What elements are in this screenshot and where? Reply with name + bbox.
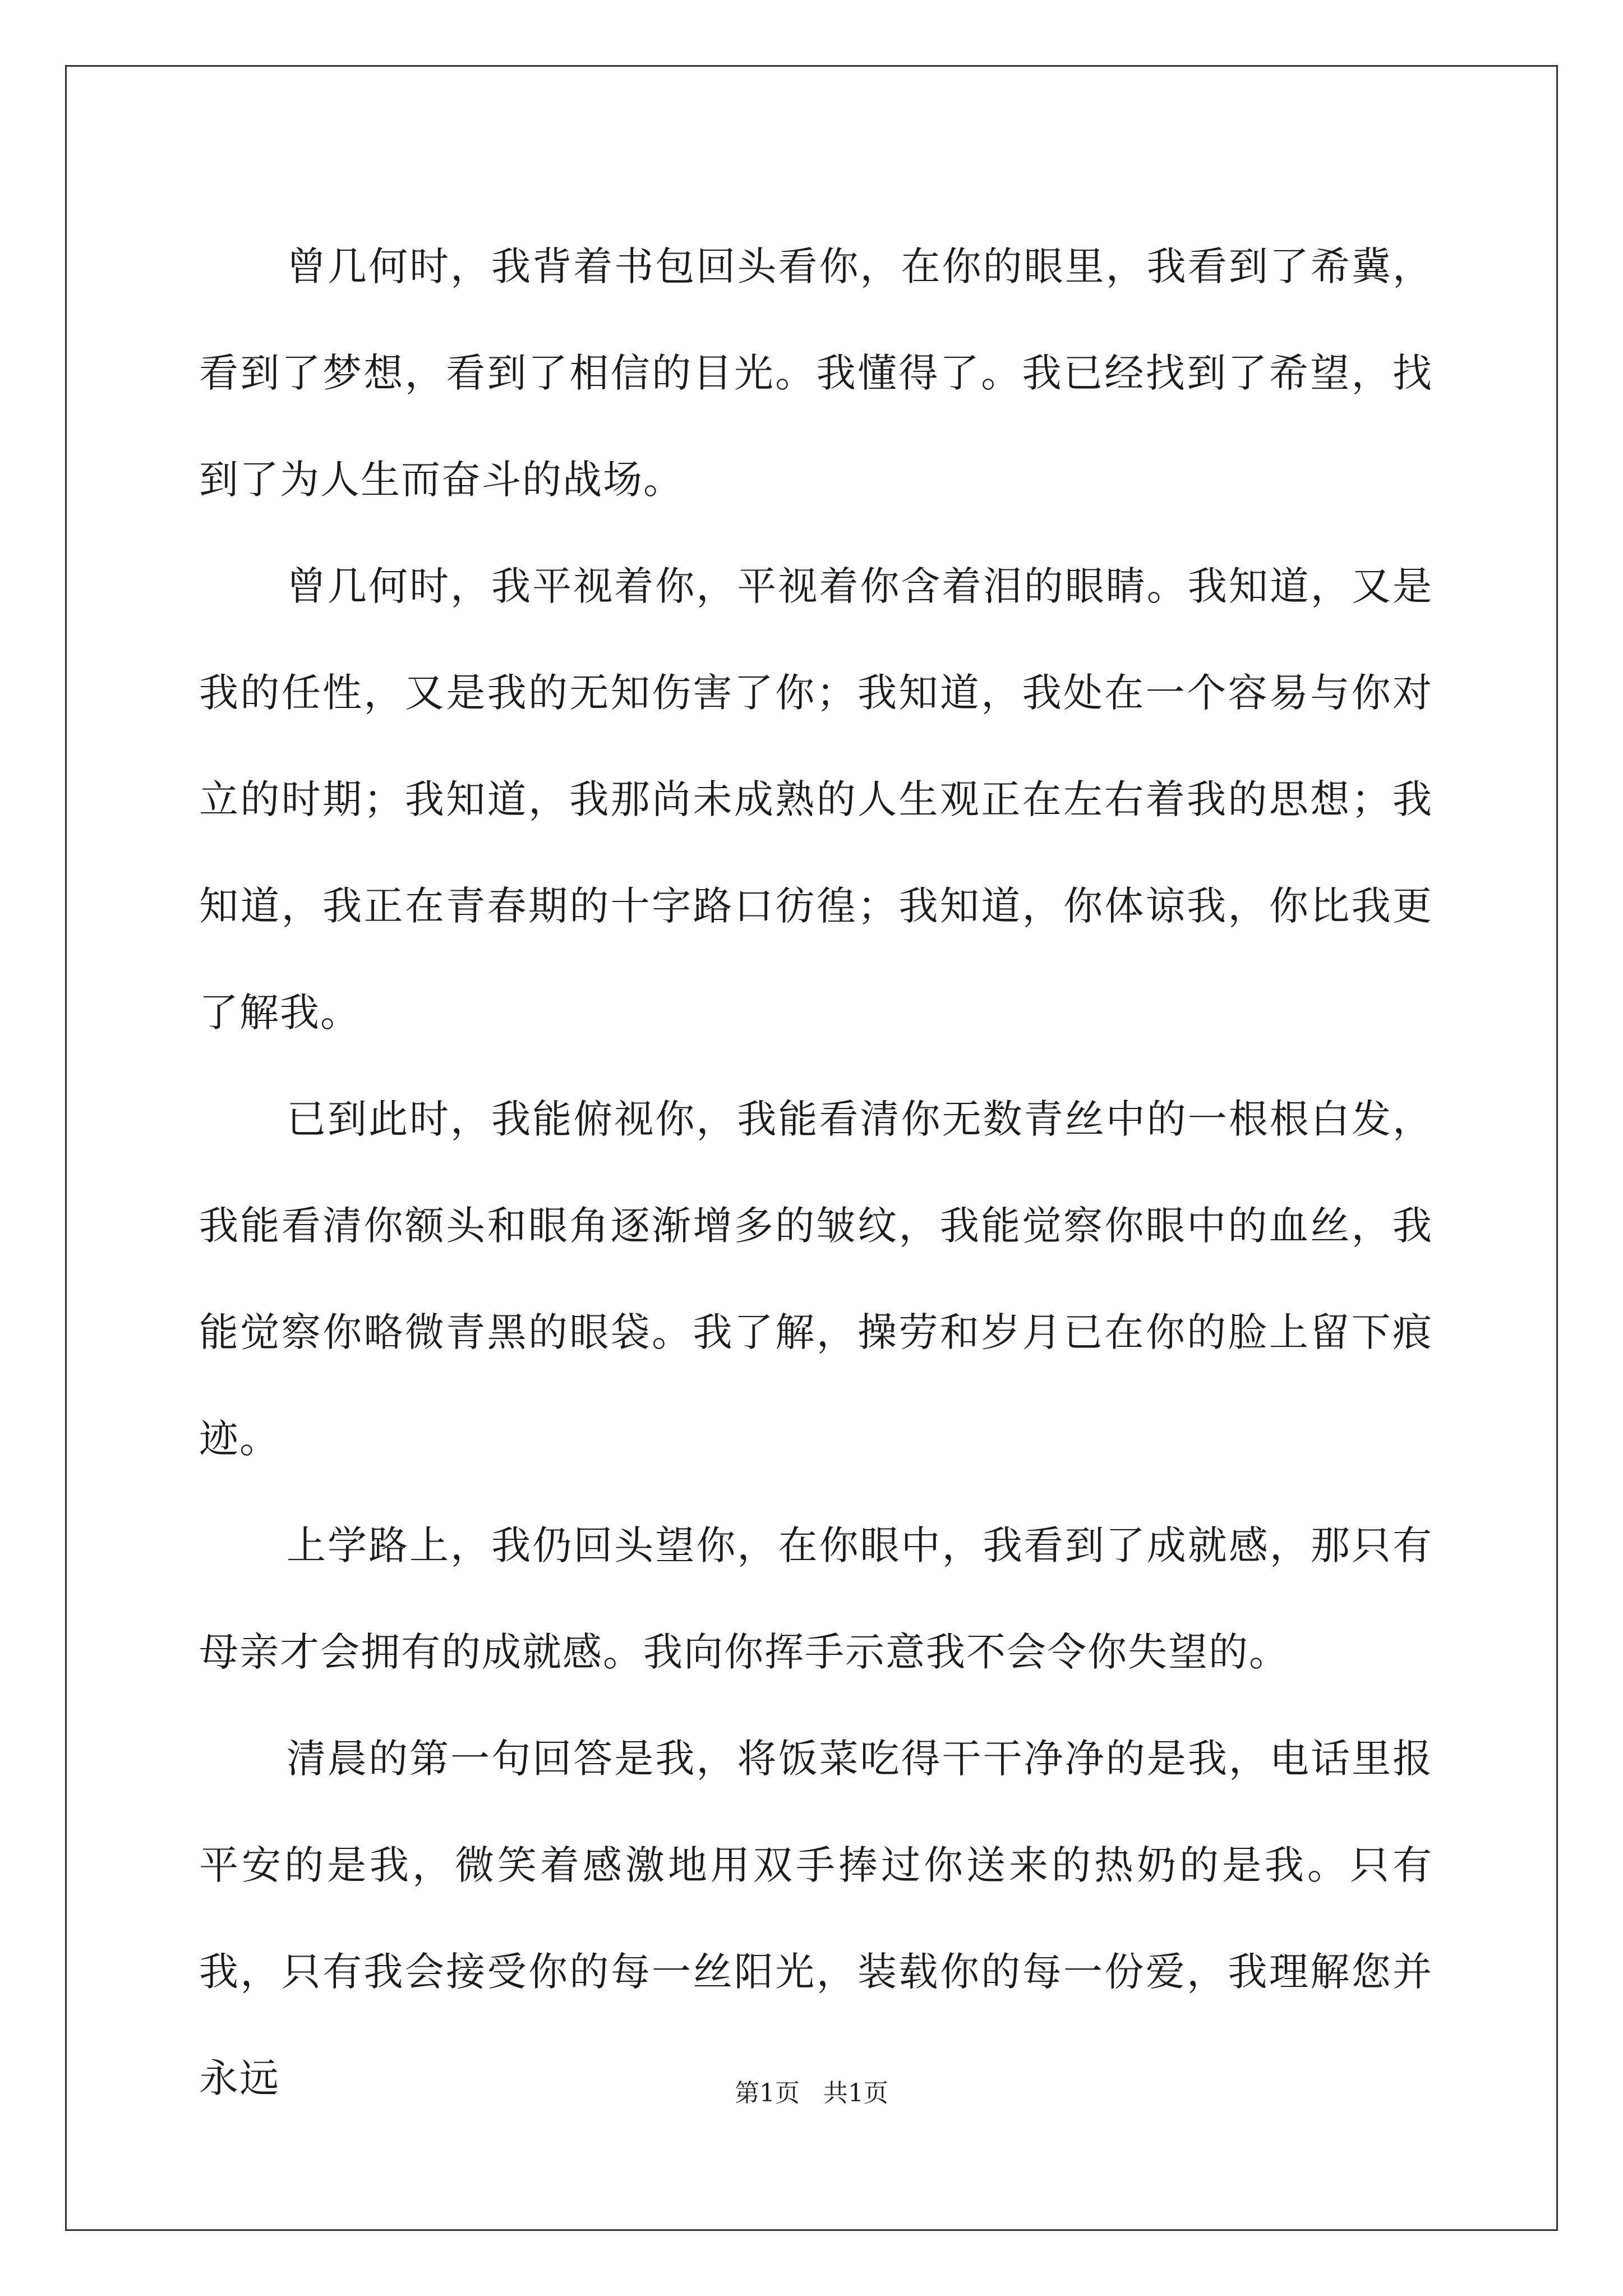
paragraph-3: 已到此时，我能俯视你，我能看清你无数青丝中的一根根白发，我能看清你额头和眼角逐渐增多的皱纹，我能觉察你眼中的血丝，我能觉察你略微青黑的眼袋。我了解，操劳和岁月已在你的脸上留下痕迹。: [199, 1096, 1433, 1462]
page-number-footer: 第1页 共1页: [735, 2079, 888, 2108]
paragraph-5: 清晨的第一句回答是我，将饭菜吃得干干净净的是我，电话里报平安的是我，微笑着感激地用双手捧过你送来的热奶的是我。只有我，只有我会接受你的每一丝阳光，装载你的每一份爱，我理解您并永远: [199, 1736, 1433, 2101]
document-body: [199, 213, 1433, 2132]
paragraph-4: 上学路上，我仍回头望你，在你眼中，我看到了成就感，那只有母亲才会拥有的成就感。我向你挥手示意我不会令你失望的。: [199, 1522, 1433, 1675]
paragraph-1: 曾几何时，我背着书包回头看你，在你的眼里，我看到了希冀，看到了梦想，看到了相信的目光。我懂得了。我已经找到了希望，找到了为人生而奋斗的战场。: [199, 243, 1433, 503]
paragraph-2: 曾几何时，我平视着你，平视着你含着泪的眼睛。我知道，又是我的任性，又是我的无知伤害了你；我知道，我处在一个容易与你对立的时期；我知道，我那尚未成熟的人生观正在左右着我的思想；我知道，我正在青春期的十字路口彷徨；我知道，你体谅我，你比我更了解我。: [199, 563, 1433, 1036]
